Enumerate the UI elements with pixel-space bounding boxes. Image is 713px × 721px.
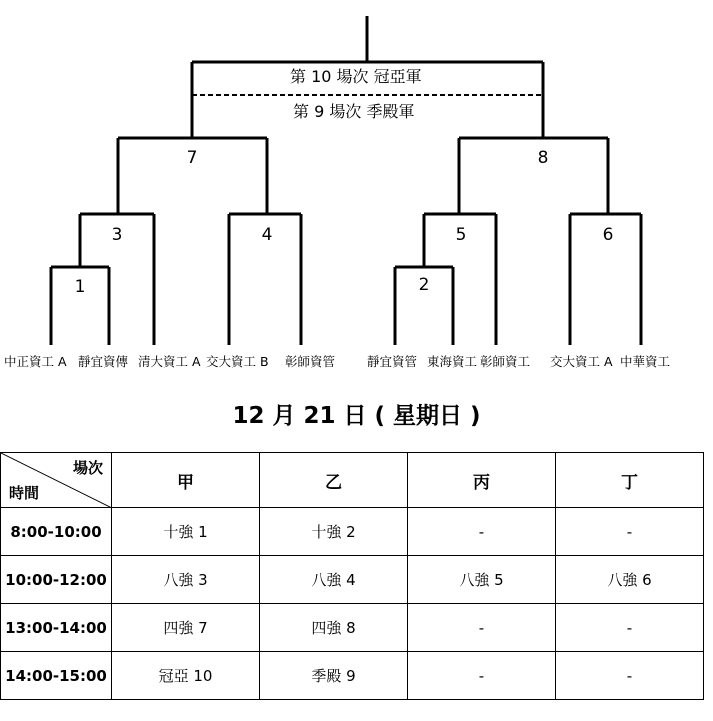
team-name: 交大資工 B	[206, 354, 269, 369]
team-name: 中正資工 A	[4, 354, 67, 369]
team-name: 靜宜資傳	[78, 354, 129, 369]
match-number-6: 6	[602, 225, 614, 245]
table-cell: 八強 3	[112, 556, 260, 604]
column-header: 丁	[556, 453, 704, 508]
time-slot: 13:00-14:00	[1, 604, 112, 652]
column-header: 甲	[112, 453, 260, 508]
table-cell: -	[408, 604, 556, 652]
team-name: 東海資工	[427, 354, 478, 369]
match-number-4: 4	[261, 225, 273, 245]
time-slot: 10:00-12:00	[1, 556, 112, 604]
column-header: 丙	[408, 453, 556, 508]
team-name: 中華資工	[620, 354, 671, 369]
table-row	[1, 604, 704, 652]
table-cell: 冠亞 10	[112, 652, 260, 700]
table-cell: 十強 1	[112, 508, 260, 556]
table-cell: 季殿 9	[260, 652, 408, 700]
table-header-row	[1, 453, 704, 508]
corner-label-time: 時間	[9, 484, 40, 502]
team-name: 清大資工 A	[138, 354, 201, 369]
match-number-3: 3	[111, 225, 123, 245]
table-cell: 四強 7	[112, 604, 260, 652]
table-cell: -	[556, 604, 704, 652]
table-cell: 四強 8	[260, 604, 408, 652]
column-header: 乙	[260, 453, 408, 508]
date-title: 12 月 21 日 ( 星期日 )	[232, 403, 481, 429]
time-slot: 14:00-15:00	[1, 652, 112, 700]
table-cell: -	[408, 652, 556, 700]
table-cell: -	[556, 652, 704, 700]
third-place-match-label: 第 9 場次 季殿軍	[293, 102, 415, 121]
team-name: 靜宜資管	[367, 354, 418, 369]
table-cell: 八強 5	[408, 556, 556, 604]
match-number-1: 1	[74, 277, 86, 297]
table-cell: 八強 6	[556, 556, 704, 604]
team-name: 彰師資管	[285, 354, 336, 369]
table-cell: -	[408, 508, 556, 556]
match-number-8: 8	[537, 148, 549, 168]
match-number-7: 7	[186, 148, 198, 168]
final-match-label: 第 10 場次 冠亞軍	[290, 67, 422, 86]
table-cell: -	[556, 508, 704, 556]
table-row	[1, 652, 704, 700]
schedule-table	[0, 452, 704, 700]
table-row	[1, 508, 704, 556]
team-name: 交大資工 A	[550, 354, 613, 369]
table-cell: 十強 2	[260, 508, 408, 556]
table-cell: 八強 4	[260, 556, 408, 604]
team-name: 彰師資工	[480, 354, 531, 369]
table-row	[1, 556, 704, 604]
time-slot: 8:00-10:00	[1, 508, 112, 556]
corner-label-match: 場次	[72, 459, 103, 477]
match-number-2: 2	[418, 275, 430, 295]
match-number-5: 5	[455, 225, 467, 245]
table-corner-cell	[1, 453, 112, 508]
